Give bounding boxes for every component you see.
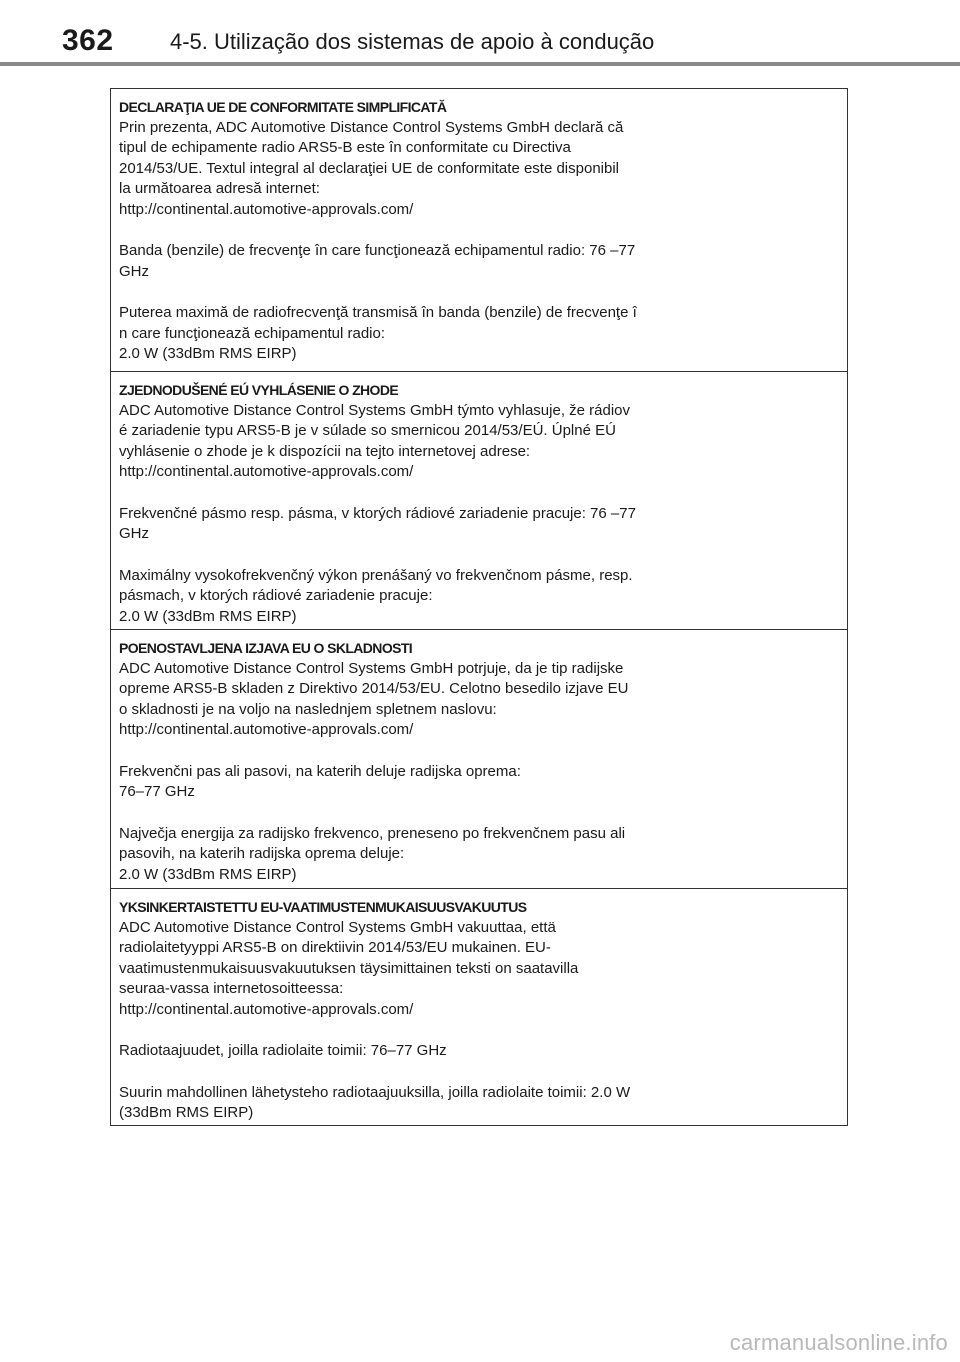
- declaration-paragraph: Maximálny vysokofrekvenčný výkon prenášaný vo frekvenčnom pásme, resp. pásmach, v ktorých rádiové zariadenie pracuje: 2.0 W (33dBm RMS EIRP): [119, 566, 633, 625]
- declarations-table: [110, 88, 848, 1126]
- declaration-paragraph: ADC Automotive Distance Control Systems GmbH potrjuje, da je tip radijske opreme ARS5-B skladen z Direktivo 2014/53/EU. Celotno besedilo izjave EU o skladnosti je na voljo na naslednjem spletnem naslovu: http://continental.automotive-approvals.com/: [119, 659, 629, 738]
- page-header: [0, 0, 960, 68]
- declaration-title: POENOSTAVLJENA IZJAVA EU O SKLADNOSTI: [119, 640, 413, 656]
- declaration-title: ZJEDNODUŠENÉ EÚ VYHLÁSENIE O ZHODE: [119, 382, 399, 398]
- declaration-paragraph: Radiotaajuudet, joilla radiolaite toimii: 76–77 GHz: [119, 1042, 447, 1059]
- declaration-paragraph: Banda (benzile) de frecvenţe în care funcţionează echipamentul radio: 76 –77 GHz: [119, 242, 636, 280]
- declaration-paragraph: Prin prezenta, ADC Automotive Distance Control Systems GmbH declară că tipul de echipamente radio ARS5-B este în conformitate cu Directiva 2014/53/UE. Textul integral al declaraţiei UE de conformitate este disponibil la următoarea adresă internet: http://continental.automotive-approvals.com/: [119, 118, 624, 218]
- declaration-title: YKSINKERTAISTETTU EU-VAATIMUSTENMUKAISUUSVAKUUTUS: [119, 899, 527, 915]
- declaration-romanian: [111, 89, 847, 372]
- declaration-paragraph: Frekvenčné pásmo resp. pásma, v ktorých rádiové zariadenie pracuje: 76 –77 GHz: [119, 504, 636, 542]
- page-number: 362: [62, 24, 114, 57]
- chapter-title: 4-5. Utilização dos sistemas de apoio à condução: [170, 29, 655, 54]
- declaration-slovenian: [111, 630, 847, 889]
- header-rule: [0, 62, 960, 66]
- declaration-slovak: [111, 372, 847, 630]
- declaration-paragraph: Frekvenčni pas ali pasovi, na katerih deluje radijska oprema: 76–77 GHz: [119, 762, 521, 800]
- declaration-paragraph: ADC Automotive Distance Control Systems GmbH vakuuttaa, että radiolaitetyyppi ARS5-B on direktiivin 2014/53/EU mukainen. EU- vaatimustenmukaisuusvakuutuksen täysimittainen teksti on saatavilla seuraa-vassa internetosoitteessa: http://continental.automotive-approvals.com/: [119, 918, 579, 1018]
- declaration-paragraph: Največja energija za radijsko frekvenco, preneseno po frekvenčnem pasu ali pasovih, na katerih radijska oprema deluje: 2.0 W (33dBm RMS EIRP): [119, 824, 626, 883]
- declaration-paragraph: Puterea maximă de radiofrecvenţă transmisă în banda (benzile) de frecvenţe î n care funcţionează echipamentul radio: 2.0 W (33dBm RMS EIRP): [119, 304, 637, 362]
- declaration-paragraph: Suurin mahdollinen lähetysteho radiotaajuuksilla, joilla radiolaite toimii: 2.0 W (33dBm RMS EIRP): [119, 1083, 631, 1121]
- watermark: carmanualsonline.info: [729, 1330, 948, 1355]
- declaration-finnish: [111, 889, 847, 1125]
- declaration-paragraph: ADC Automotive Distance Control Systems GmbH týmto vyhlasuje, že rádiov é zariadenie typu ARS5-B je v súlade so smernicou 2014/53/EÚ. Úplné EÚ vyhlásenie o zhode je k dispozícii na tejto internetovej adrese: http://continental.automotive-approvals.com/: [119, 401, 631, 480]
- declaration-title: DECLARAŢIA UE DE CONFORMITATE SIMPLIFICATĂ: [119, 99, 447, 115]
